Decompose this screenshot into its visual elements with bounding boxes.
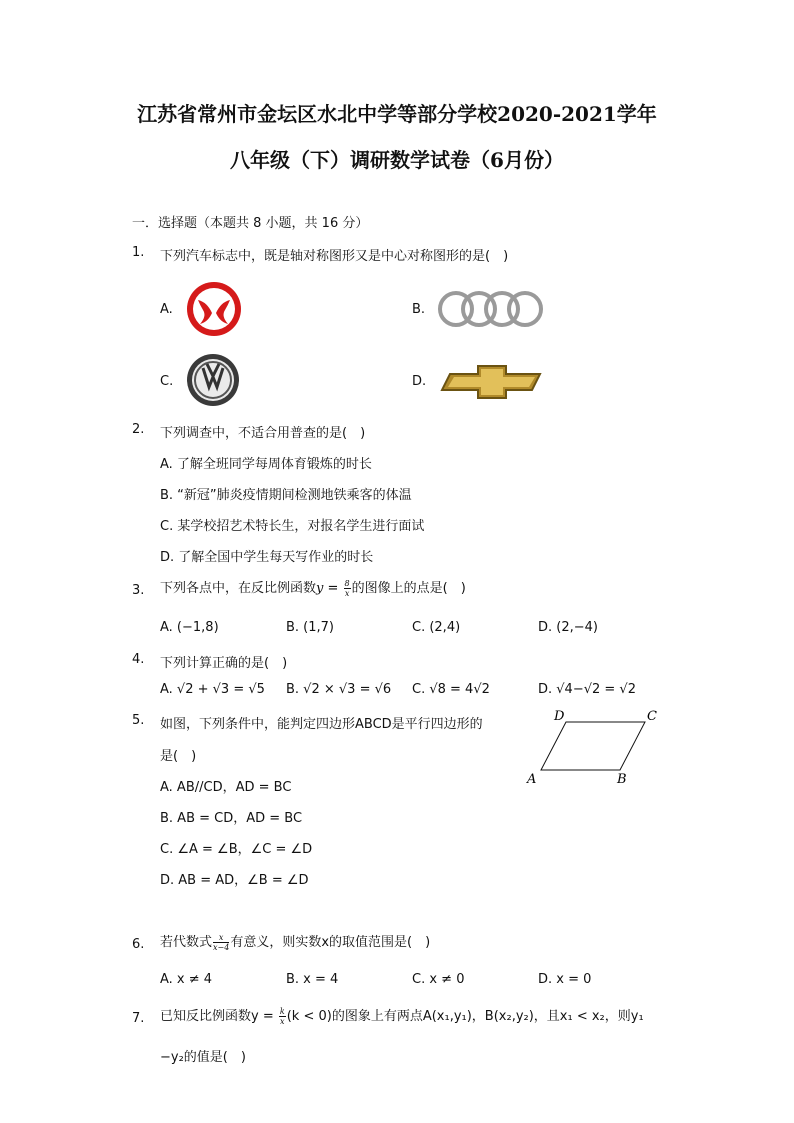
q4-number: 4. <box>132 652 145 667</box>
q4-text: 下列计算正确的是( ) <box>160 656 288 671</box>
q1-option-a-label: A. <box>160 302 173 317</box>
q5-option-d: D. AB = AD，∠B = ∠D <box>160 873 309 888</box>
q7-text-pre: 已知反比例函数y = <box>160 1009 278 1024</box>
q4-option-d: D. √4−√2 = √2 <box>538 682 636 697</box>
q3-text-pre: 下列各点中，在反比例函数 <box>160 581 317 596</box>
figure-label-c: C <box>647 709 657 724</box>
q5-option-b: B. AB = CD，AD = BC <box>160 811 303 826</box>
q6-frac-den: x−4 <box>213 943 230 952</box>
q3-option-d: D. (2,−4) <box>538 620 598 635</box>
q3-frac-num: 8 <box>344 579 350 588</box>
q2-number: 2. <box>132 422 145 437</box>
q6-option-a: A. x ≠ 4 <box>160 972 213 987</box>
q1-text: 下列汽车标志中，既是轴对称图形又是中心对称图形的是( ) <box>160 249 509 264</box>
q6-number: 6. <box>132 937 145 952</box>
audi-rings-logo-icon <box>436 289 544 329</box>
q2-option-a: A. 了解全班同学每周体育锻炼的时长 <box>160 457 372 472</box>
q5-text-line2: 是( ) <box>160 749 197 764</box>
q2-option-d: D. 了解全国中学生每天写作业的时长 <box>160 550 374 565</box>
q4-option-b: B. √2 × √3 = √6 <box>286 682 392 697</box>
q6-option-c: C. x ≠ 0 <box>412 972 465 987</box>
page-title-line2: 八年级（下）调研数学试卷（6月份） <box>230 148 564 172</box>
q6-text-post: 有意义，则实数x的取值范围是( ) <box>230 935 431 950</box>
q3-fraction <box>344 579 351 598</box>
q1-option-b-label: B. <box>412 302 426 317</box>
q2-option-c: C. 某学校招艺术特长生，对报名学生进行面试 <box>160 519 425 534</box>
q3-number: 3. <box>132 583 145 598</box>
q3-option-a: A. (−1,8) <box>160 620 219 635</box>
q5-text-line1: 如图，下列条件中，能判定四边形ABCD是平行四边形的 <box>160 717 483 732</box>
q3-frac-den: x <box>344 589 350 598</box>
q3-option-c: C. (2,4) <box>412 620 461 635</box>
q2-option-b: B. “新冠”肺炎疫情期间检测地铁乘客的体温 <box>160 488 412 503</box>
q6-fraction <box>213 933 229 952</box>
parallelogram-figure <box>524 704 664 788</box>
chevrolet-bowtie-logo-icon <box>440 362 544 402</box>
q6-option-b: B. x = 4 <box>286 972 339 987</box>
q7-frac-num: k <box>279 1007 285 1016</box>
q7-text-post: (k < 0)的图象上有两点A(x₁,y₁)，B(x₂,y₂)，且x₁ < x₂，则y₁ <box>286 1009 644 1024</box>
q3-text <box>160 577 466 598</box>
q3-func-y: y <box>316 581 324 596</box>
q1-number: 1. <box>132 245 145 260</box>
q5-option-c: C. ∠A = ∠B，∠C = ∠D <box>160 842 313 857</box>
volkswagen-logo-icon <box>186 353 240 407</box>
q1-option-d-label: D. <box>412 374 427 389</box>
q7-text <box>160 1005 644 1026</box>
dongfeng-logo-icon <box>185 280 243 338</box>
figure-label-a: A <box>527 772 537 787</box>
q7-fraction <box>279 1007 286 1026</box>
q7-number: 7. <box>132 1011 145 1026</box>
q6-frac-num: x <box>213 933 229 943</box>
q5-option-a: A. AB//CD，AD = BC <box>160 780 292 795</box>
q3-text-post: 的图像上的点是( ) <box>351 581 466 596</box>
q7-text-line2: −y₂的值是( ) <box>160 1050 246 1065</box>
q3-option-b: B. (1,7) <box>286 620 335 635</box>
q2-text: 下列调查中，不适合用普查的是( ) <box>160 426 366 441</box>
q6-option-d: D. x = 0 <box>538 972 592 987</box>
q7-frac-den: x <box>280 1017 285 1026</box>
q4-option-a: A. √2 + √3 = √5 <box>160 682 265 697</box>
figure-label-d: D <box>554 709 565 724</box>
q1-option-c-label: C. <box>160 374 174 389</box>
figure-label-b: B <box>617 772 627 787</box>
q4-option-c: C. √8 = 4√2 <box>412 682 490 697</box>
q6-text <box>160 931 430 952</box>
section-heading: 一．选择题（本题共 8 小题，共 16 分） <box>132 216 369 231</box>
q3-eq: = <box>323 581 343 596</box>
q5-number: 5. <box>132 713 145 728</box>
q6-text-pre: 若代数式 <box>160 935 213 950</box>
page-title-line1: 江苏省常州市金坛区水北中学等部分学校2020-2021学年 <box>137 102 657 126</box>
